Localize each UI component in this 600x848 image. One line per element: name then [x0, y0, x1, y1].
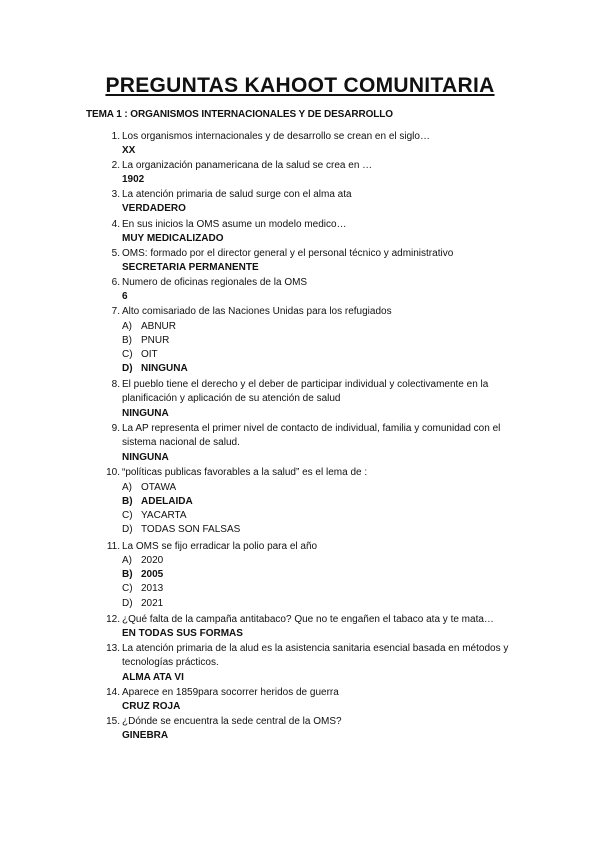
question: [100, 466, 520, 480]
question: [100, 305, 520, 319]
option-text: ADELAIDA: [141, 496, 193, 507]
question: [100, 218, 520, 232]
question-text: La AP representa el primer nivel de contacto de individual, familia y comunidad con el: [122, 423, 501, 434]
question-text: La OMS se fijo erradicar la polio para el año: [122, 541, 318, 552]
question: [100, 130, 520, 144]
question-text: Alto comisariado de las Naciones Unidas para los refugiados: [122, 306, 392, 317]
option-letter: B): [122, 569, 133, 580]
question-text-cont: tecnologías prácticos.: [122, 657, 219, 668]
option-letter: A): [122, 555, 132, 566]
question-text: En sus inicios la OMS asume un modelo medico…: [122, 219, 347, 230]
option-letter: D): [122, 598, 133, 609]
question-number: 7.: [111, 306, 120, 317]
question: [100, 422, 520, 450]
answer: ALMA ATA VI: [122, 672, 184, 683]
option-letter: C): [122, 510, 133, 521]
option: [122, 349, 158, 360]
option-text: 2013: [141, 583, 164, 594]
option-text: PNUR: [141, 335, 170, 346]
section-heading: TEMA 1 : ORGANISMOS INTERNACIONALES Y DE DESARROLLO: [86, 109, 393, 120]
question-text: “políticas publicas favorables a la salud” es el lema de :: [122, 467, 368, 478]
option-text: 2020: [141, 555, 164, 566]
question-number: 4.: [111, 219, 120, 230]
question: [100, 540, 520, 554]
option-letter: D): [122, 363, 133, 374]
option-correct: [122, 496, 193, 507]
option-letter: C): [122, 349, 133, 360]
option: [122, 583, 163, 594]
option-text: YACARTA: [141, 510, 187, 521]
option-letter: A): [122, 482, 132, 493]
question-text: La atención primaria de la alud es la asistencia sanitaria esencial basada en métodos y: [122, 643, 509, 654]
question-number: 1.: [111, 131, 120, 142]
question-number: 8.: [111, 379, 120, 390]
option: [122, 482, 176, 493]
option-letter: C): [122, 583, 133, 594]
answer: XX: [122, 145, 136, 156]
option: [122, 510, 187, 521]
question-text: ¿Dónde se encuentra la sede central de la OMS?: [122, 716, 342, 727]
option-letter: D): [122, 524, 133, 535]
option: [122, 555, 163, 566]
answer: CRUZ ROJA: [122, 701, 181, 712]
option: [122, 598, 163, 609]
question: [100, 715, 520, 729]
option: [122, 321, 176, 332]
option: [122, 335, 169, 346]
question-text: Numero de oficinas regionales de la OMS: [122, 277, 308, 288]
question-number: 13.: [106, 643, 120, 654]
option-text: NINGUNA: [141, 363, 188, 374]
option-text: ABNUR: [141, 321, 177, 332]
question: [100, 247, 520, 261]
page-title: PREGUNTAS KAHOOT COMUNITARIA: [105, 74, 495, 97]
question-number: 2.: [111, 160, 120, 171]
question-text: La organización panamericana de la salud se crea en …: [122, 160, 373, 171]
option-letter: B): [122, 335, 132, 346]
answer: 6: [122, 291, 128, 302]
answer: EN TODAS SUS FORMAS: [122, 628, 243, 639]
option-text: TODAS SON FALSAS: [141, 524, 241, 535]
question-number: 11.: [106, 541, 120, 552]
answer: 1902: [122, 174, 145, 185]
question-text: Aparece en 1859para socorrer heridos de guerra: [122, 687, 339, 698]
option: [122, 524, 240, 535]
option-text: 2005: [141, 569, 164, 580]
question: [100, 686, 520, 700]
question-number: 12.: [106, 614, 120, 625]
question-text-cont: sistema nacional de salud.: [122, 437, 240, 448]
question-number: 9.: [111, 423, 120, 434]
option-correct: [122, 363, 188, 374]
question: [100, 188, 520, 202]
question-text-cont: planificación y aplicación de su atención de salud: [122, 393, 341, 404]
option-text: OTAWA: [141, 482, 177, 493]
question-text: ¿Qué falta de la campaña antitabaco? Que no te engañen el tabaco ata y te mata…: [122, 614, 494, 625]
question-number: 14.: [106, 687, 120, 698]
question-number: 3.: [111, 189, 120, 200]
question-text: La atención primaria de salud surge con el alma ata: [122, 189, 352, 200]
option-letter: A): [122, 321, 132, 332]
question-number: 6.: [111, 277, 120, 288]
answer: NINGUNA: [122, 408, 169, 419]
question-number: 5.: [111, 248, 120, 259]
question: [100, 378, 520, 406]
option-letter: B): [122, 496, 133, 507]
answer: MUY MEDICALIZADO: [122, 233, 224, 244]
question: [100, 642, 520, 670]
question: [100, 159, 520, 173]
question-text: Los organismos internacionales y de desarrollo se crean en el siglo…: [122, 131, 430, 142]
question: [100, 613, 520, 627]
question-text: El pueblo tiene el derecho y el deber de participar individual y colectivamente en la: [122, 379, 489, 390]
question-number: 10.: [106, 467, 120, 478]
option-correct: [122, 569, 163, 580]
option-text: 2021: [141, 598, 164, 609]
question-number: 15.: [106, 716, 120, 727]
option-text: OIT: [141, 349, 158, 360]
answer: NINGUNA: [122, 452, 169, 463]
question-text: OMS: formado por el director general y el personal técnico y administrativo: [122, 248, 454, 259]
answer: VERDADERO: [122, 203, 186, 214]
question: [100, 276, 520, 290]
answer: SECRETARIA PERMANENTE: [122, 262, 259, 273]
answer: GINEBRA: [122, 730, 169, 741]
